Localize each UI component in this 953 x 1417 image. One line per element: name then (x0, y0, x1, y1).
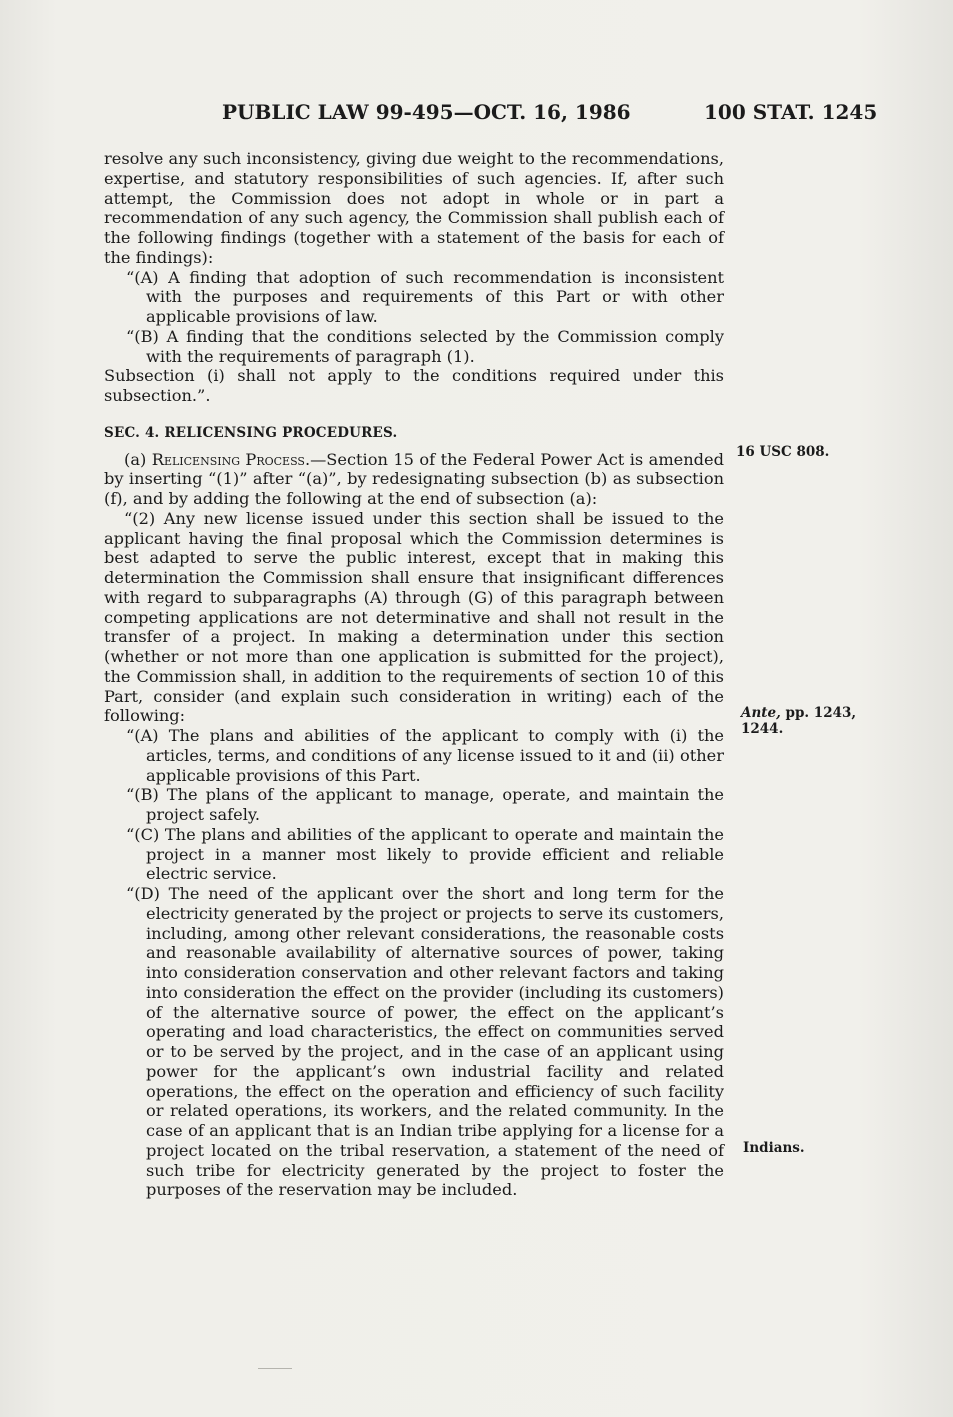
footer-rule (258, 1368, 292, 1369)
subsection-caption: Relicensing Process (151, 449, 305, 469)
paragraph-finding-b: “(B) A finding that the conditions selected by the Commission comply with the requirements of paragraph (1). (126, 326, 724, 366)
section-heading: SEC. 4. RELICENSING PROCEDURES. (104, 424, 398, 441)
paragraph-relicensing-process (104, 450, 724, 509)
body-text (104, 149, 724, 1200)
paragraph-criterion-b: “(B) The plans of the applicant to manage, operate, and maintain the project safely. (126, 785, 724, 824)
paragraph-continuation: resolve any such inconsistency, giving due weight to the recommendations, expertise, and statutory responsibilities of such agencies. If, after such attempt, the Commission does not adopt in whole or in part a recommendation of any such agency, the Commission shall publish each of the following findings (together with a statement of the basis for each of the findings): (104, 149, 724, 267)
paragraph-finding-a: “(A) A finding that adoption of such recommendation is inconsistent with the purposes and requirements of this Part or with other applicable provisions of law. (126, 267, 724, 326)
margin-note-usc: 16 USC 808. (736, 444, 830, 460)
page-folio: 100 STAT. 1245 (704, 100, 878, 124)
margin-note-ante-line2: 1244. (741, 721, 784, 737)
paragraph-criterion-c: “(C) The plans and abilities of the applicant to operate and maintain the project in a manner most likely to provide efficient and reliable electric service. (126, 824, 724, 884)
subsection-text: .—Section 15 of the Federal Power Act is amended by inserting “(1)” after “(a)”, by redesignating subsection (b) as subsection (f), and by adding the following at the end of subsection (a): (104, 449, 724, 508)
margin-note-ante-label: Ante, (741, 705, 781, 721)
margin-note-indians: Indians. (743, 1140, 805, 1156)
margin-note-ante (741, 705, 856, 737)
paragraph-criterion-a: “(A) The plans and abilities of the applicant to comply with (i) the articles, terms, and conditions of any license issued to it and (ii) other applicable provisions of this Part. (126, 726, 724, 785)
paragraph-new-license: “(2) Any new license issued under this section shall be issued to the applicant having the final proposal which the Commission determines is best adapted to serve the public interest, except that in making this determination the Commission shall ensure that insignificant differences with regard to subparagraphs (A) through (G) of this paragraph between competing applications are not determinative and shall not result in the transfer of a project. In making a determination under this section (whether or not more than one application is submitted for the project), the Commission shall, in addition to the requirements of section 10 of this Part, consider (and explain such consideration in writing) each of the following: (104, 508, 724, 726)
paragraph-subsection-note: Subsection (i) shall not apply to the conditions required under this subsection.”. (104, 366, 724, 405)
running-head: PUBLIC LAW 99-495—OCT. 16, 1986 (222, 100, 631, 124)
margin-note-ante-pages: pp. 1243, (780, 705, 857, 721)
subsection-prefix: (a) (124, 449, 152, 469)
page-header (0, 100, 953, 128)
paragraph-criterion-d: “(D) The need of the applicant over the short and long term for the electricity generated by the project or projects to serve its customers, including, among other relevant considerations, the reasonable costs and reasonable availability of alternative sources of power, taking into consideration conservation and other relevant factors and taking into consideration the effect on the provider (including its customers) of the alternative source of power, the effect on the applicant’s operating and load characteristics, the effect on communities served or to be served by the project, and in the case of an applicant using power for the applicant’s own industrial facility and related operations, the effect on the operation and efficiency of such facility or related operations, its workers, and the related community. In the case of an applicant that is an Indian tribe applying for a license for a project located on the tribal reservation, a statement of the need of such tribe for electricity generated by the project to foster the purposes of the reservation may be included. (126, 884, 724, 1200)
